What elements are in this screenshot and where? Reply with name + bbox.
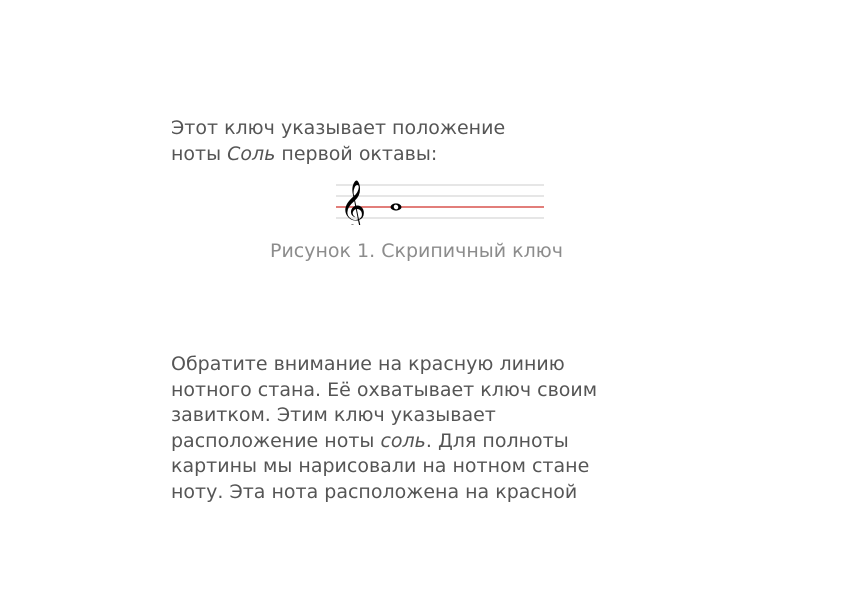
staff-svg (332, 173, 546, 225)
whole-note-icon (391, 203, 402, 210)
treble-clef-staff (332, 173, 546, 225)
body-line-3: завитком. Этим ключ указывает (171, 404, 496, 426)
treble-clef-icon: 𝄞 (340, 180, 367, 225)
note-name-sol-lower: соль (380, 429, 426, 452)
body-line-4 (171, 429, 691, 455)
intro-paragraph (171, 115, 631, 167)
figure-caption: Рисунок 1. Скрипичный ключ (270, 240, 564, 262)
intro-line-2 (171, 141, 631, 167)
body-line-2: нотного стана. Её охватывает ключ своим (171, 378, 598, 401)
body-paragraph (171, 352, 691, 505)
body-line-4-start: расположение ноты (171, 429, 381, 452)
body-line-4-end: . Для полноты (425, 429, 569, 452)
intro-line-2-end: первой октавы: (275, 143, 438, 165)
note-name-sol: Соль (227, 143, 276, 165)
body-line-1: Обратите внимание на красную линию (171, 353, 565, 375)
intro-line-1: Этот ключ указывает положение (171, 117, 506, 139)
body-line-5: картины мы нарисовали на нотном стане (171, 455, 590, 477)
body-line-6: ноту. Эта нота расположена на красной (171, 480, 578, 503)
intro-line-2-start: ноты (171, 143, 228, 165)
